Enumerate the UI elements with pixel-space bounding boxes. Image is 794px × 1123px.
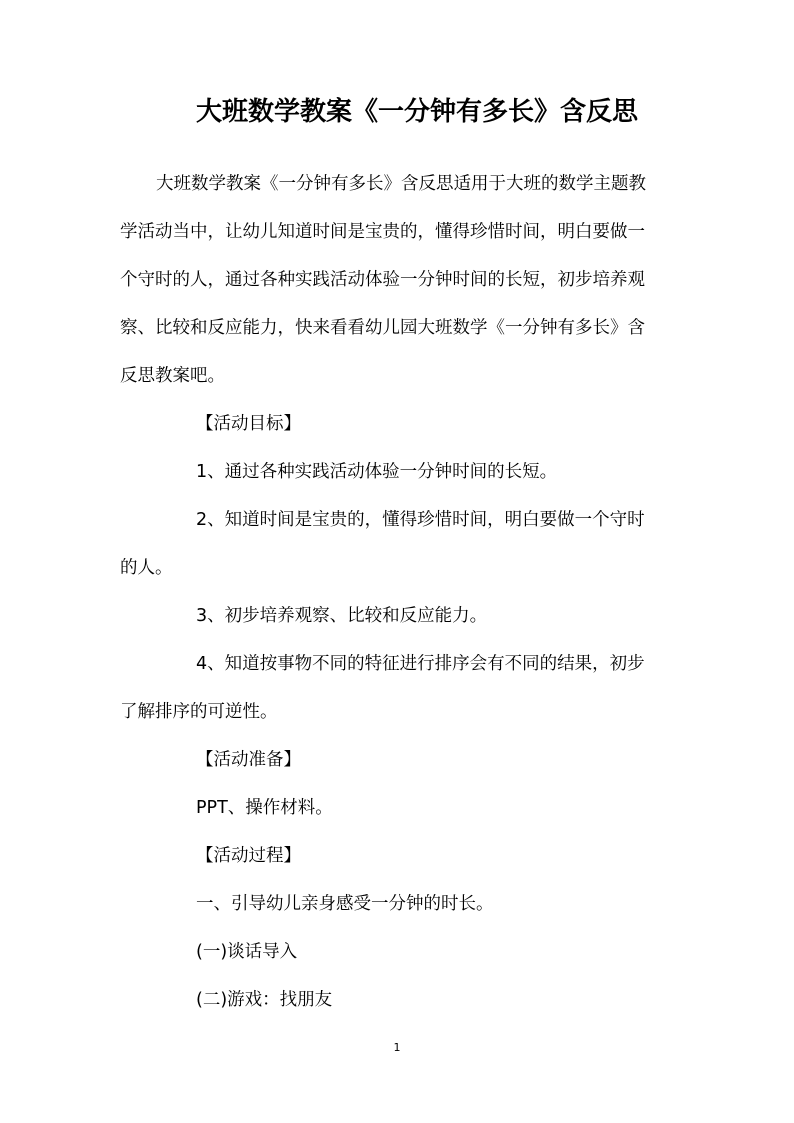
process-step-1: 一、引导幼儿亲身感受一分钟的时长。 (196, 894, 494, 914)
section-heading-prep: 【活动准备】 (196, 750, 301, 770)
section-heading-goals: 【活动目标】 (196, 414, 301, 434)
process-step-1-1: (一)谈话导入 (196, 942, 298, 962)
intro-line-1: 大班数学教案《一分钟有多长》含反思适用于大班的数学主题教 (156, 174, 646, 194)
goal-item-2-line-2: 的人。 (120, 558, 173, 578)
page-number: 1 (393, 1041, 401, 1054)
goal-item-4-line-2: 了解排序的可逆性。 (120, 702, 278, 722)
intro-line-3: 个守时的人，通过各种实践活动体验一分钟时间的长短，初步培养观 (120, 270, 645, 290)
intro-line-4: 察、比较和反应能力，快来看看幼儿园大班数学《一分钟有多长》含 (120, 318, 645, 338)
goal-item-4-line-1: 4、知道按事物不同的特征进行排序会有不同的结果，初步 (196, 654, 645, 674)
intro-line-5: 反思教案吧。 (120, 366, 225, 386)
section-heading-process: 【活动过程】 (196, 846, 301, 866)
intro-line-2: 学活动当中，让幼儿知道时间是宝贵的，懂得珍惜时间，明白要做一 (120, 222, 645, 242)
document-body (120, 160, 674, 1024)
process-step-1-2: (二)游戏：找朋友 (196, 990, 333, 1010)
prep-text: PPT、操作材料。 (196, 798, 333, 818)
goal-item-2-line-1: 2、知道时间是宝贵的，懂得珍惜时间，明白要做一个守时 (196, 510, 645, 530)
document-title: 大班数学教案《一分钟有多长》含反思 (195, 97, 638, 127)
goal-item-3: 3、初步培养观察、比较和反应能力。 (196, 606, 488, 626)
goal-item-1: 1、通过各种实践活动体验一分钟时间的长短。 (196, 462, 558, 482)
